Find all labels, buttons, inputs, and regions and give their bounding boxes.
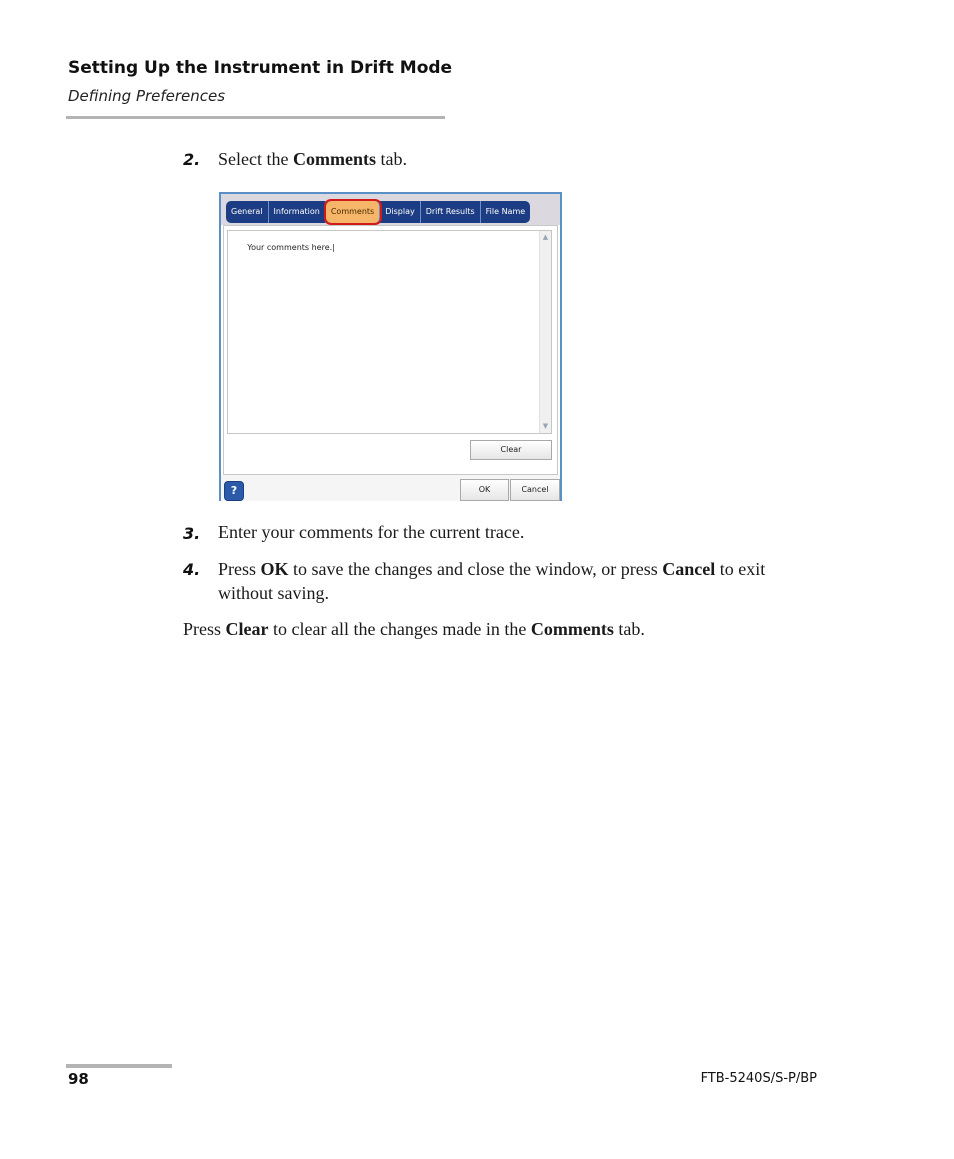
- tab-display[interactable]: Display: [380, 201, 421, 223]
- page-header-title: Setting Up the Instrument in Drift Mode: [68, 58, 453, 78]
- step-2-bold: Comments: [292, 149, 376, 169]
- tab-general[interactable]: General: [226, 201, 269, 223]
- footer-rule: [66, 1064, 172, 1068]
- tab-strip: [226, 201, 530, 223]
- step-4-bold-cancel: Cancel: [662, 559, 716, 579]
- note-pre: Press: [183, 619, 226, 639]
- step-number-4: 4.: [183, 560, 201, 579]
- step-4-mid: to save the changes and close the window, or press: [288, 559, 663, 579]
- tab-bar: [221, 194, 560, 225]
- tab-comments[interactable]: Comments: [326, 201, 380, 223]
- help-icon[interactable]: ?: [224, 481, 244, 501]
- note-bold-clear: Clear: [225, 619, 269, 639]
- clear-note: [183, 617, 823, 641]
- note-post: tab.: [613, 619, 645, 639]
- ok-button[interactable]: OK: [460, 479, 509, 501]
- footer-model: FTB-5240S/S-P/BP: [700, 1071, 817, 1086]
- cancel-button[interactable]: Cancel: [510, 479, 560, 501]
- step-4-bold-ok: OK: [260, 559, 289, 579]
- clear-button[interactable]: Clear: [470, 440, 552, 460]
- step-4-pre: Press: [218, 559, 261, 579]
- step-4-post: to exit without saving.: [218, 559, 766, 603]
- step-2-pre: Select the: [218, 149, 293, 169]
- comments-textarea[interactable]: [227, 230, 552, 434]
- header-rule: [66, 116, 445, 119]
- step-number-2: 2.: [183, 150, 201, 169]
- vertical-scrollbar[interactable]: [539, 231, 551, 433]
- scroll-up-icon[interactable]: ▲: [542, 233, 549, 241]
- tab-drift-results[interactable]: Drift Results: [421, 201, 481, 223]
- step-number-3: 3.: [183, 524, 201, 543]
- step-text-3: Enter your comments for the current trace.: [218, 522, 525, 542]
- preferences-window: [219, 192, 562, 501]
- tab-information[interactable]: Information: [269, 201, 326, 223]
- note-bold-comments: Comments: [530, 619, 614, 639]
- step-text-2: [218, 147, 818, 171]
- tab-file-name[interactable]: File Name: [485, 207, 526, 216]
- scroll-down-icon[interactable]: ▼: [542, 422, 549, 430]
- comments-panel: [223, 225, 558, 475]
- page-header-subtitle: Defining Preferences: [68, 87, 226, 105]
- note-mid: to clear all the changes made in the: [268, 619, 531, 639]
- step-2-post: tab.: [375, 149, 407, 169]
- comments-text: Your comments here.|: [247, 243, 335, 252]
- page-number: 98: [68, 1070, 89, 1088]
- step-text-4: [218, 557, 818, 605]
